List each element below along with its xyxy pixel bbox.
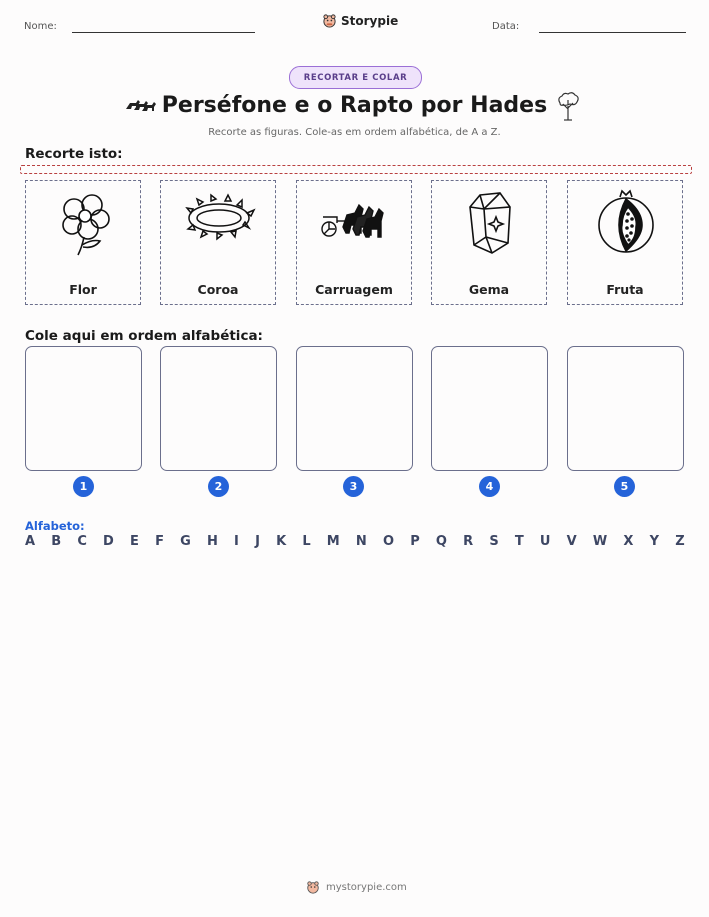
footer [306,880,407,894]
tree-decoration-icon [555,91,581,121]
alphabet-row [25,534,685,549]
alphabet-letter: I [234,534,239,549]
alphabet-letter: S [489,534,499,549]
paste-section-heading: Cole aqui em ordem alfabética: [25,328,263,344]
cut-card-carruagem[interactable] [296,180,412,305]
paste-slot-1[interactable] [25,346,142,471]
alphabet-letter: H [206,534,218,549]
card-label: Coroa [197,282,239,297]
slot-number-3: 3 [343,476,364,497]
storypie-mascot-icon [322,13,337,28]
brand-name: Storypie [341,13,399,28]
instructions: Recorte as figuras. Cole-as em ordem alfabética, de A a Z. [208,127,501,138]
activity-badge: RECORTAR E COLAR [289,66,422,89]
footer-url[interactable]: mystorypie.com [326,881,407,893]
chariot-icon [315,187,395,257]
date-line [539,32,686,33]
alphabet-letter: B [51,534,62,549]
paste-slot-2[interactable] [160,346,277,471]
alphabet-letter: T [514,534,524,549]
alphabet-letter: M [326,534,340,549]
alphabet-letter: F [155,534,164,549]
gem-icon [450,187,530,257]
alphabet-letter: Q [435,534,447,549]
alphabet-letter: P [410,534,420,549]
cut-card-flor[interactable] [25,180,141,305]
alphabet-letter: W [592,534,608,549]
alphabet-letter: O [382,534,395,549]
alphabet-letter: X [623,534,634,549]
slot-number-5: 5 [614,476,635,497]
date-label: Data: [492,21,520,32]
alphabet-heading: Alfabeto: [25,519,85,533]
name-line [72,32,255,33]
alphabet-letter: E [130,534,139,549]
cut-card-coroa[interactable] [160,180,276,305]
name-label: Nome: [24,21,57,32]
card-label: Flor [69,282,97,297]
slot-number-4: 4 [479,476,500,497]
alphabet-letter: V [566,534,577,549]
cut-line [20,165,692,174]
alphabet-letter: G [180,534,191,549]
page-title: Perséfone e o Rapto por Hades [161,93,548,118]
alphabet-letter: U [539,534,551,549]
alphabet-letter: K [276,534,287,549]
card-label: Gema [468,282,510,297]
alphabet-letter: J [255,534,260,549]
alphabet-letter: C [77,534,87,549]
alphabet-letter: N [355,534,367,549]
alphabet-letter: Y [649,534,660,549]
cut-card-fruta[interactable] [567,180,683,305]
card-label: Carruagem [315,282,393,297]
paste-slot-3[interactable] [296,346,413,471]
alphabet-letter: R [463,534,474,549]
alphabet-letter: A [25,534,36,549]
cut-section-heading: Recorte isto: [25,146,123,162]
flower-icon [44,187,124,257]
paste-slot-5[interactable] [567,346,684,471]
slot-number-2: 2 [208,476,229,497]
wreath-crown-icon [179,187,259,257]
alphabet-letter: Z [675,534,685,549]
storypie-mascot-icon [306,880,320,894]
brand-logo [322,13,398,28]
paste-slot-4[interactable] [431,346,548,471]
cut-card-gema[interactable] [431,180,547,305]
alphabet-letter: D [103,534,114,549]
slot-number-1: 1 [73,476,94,497]
card-label: Fruta [606,282,644,297]
alphabet-letter: L [302,534,311,549]
pomegranate-icon [586,187,666,257]
